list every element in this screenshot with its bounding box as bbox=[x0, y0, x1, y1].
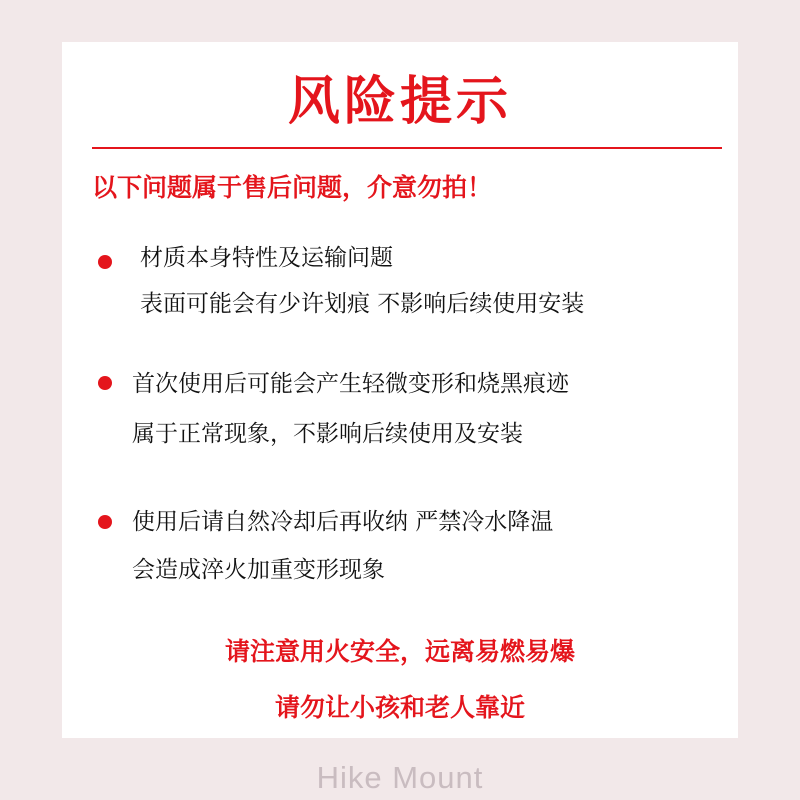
subtitle: 以下问题属于售后问题，介意勿拍！ bbox=[92, 173, 493, 202]
page-title: 风险提示 bbox=[287, 72, 512, 132]
red-dot-icon bbox=[98, 376, 112, 390]
list-item-line-2: 表面可能会有少许划痕 不影响后续使用安装 bbox=[140, 291, 585, 317]
list-item-line-1: 使用后请自然冷却后再收纳 严禁冷水降温 bbox=[132, 509, 554, 535]
list-item-line-1: 材质本身特性及运输问题 bbox=[140, 245, 393, 271]
list-item-line-2: 属于正常现象，不影响后续使用及安装 bbox=[132, 421, 523, 447]
safety-notice-line-1: 请注意用火安全，远离易燃易爆 bbox=[224, 637, 575, 666]
list-item-line-2: 会造成淬火加重变形现象 bbox=[132, 557, 385, 583]
risk-notice-card bbox=[62, 42, 738, 738]
brand-watermark: Hike Mount bbox=[316, 760, 484, 795]
title-divider bbox=[92, 147, 722, 149]
red-dot-icon bbox=[98, 515, 112, 529]
list-item-line-1: 首次使用后可能会产生轻微变形和烧黑痕迹 bbox=[132, 371, 569, 397]
safety-notice-line-2: 请勿让小孩和老人靠近 bbox=[274, 693, 525, 722]
red-dot-icon bbox=[98, 255, 112, 269]
